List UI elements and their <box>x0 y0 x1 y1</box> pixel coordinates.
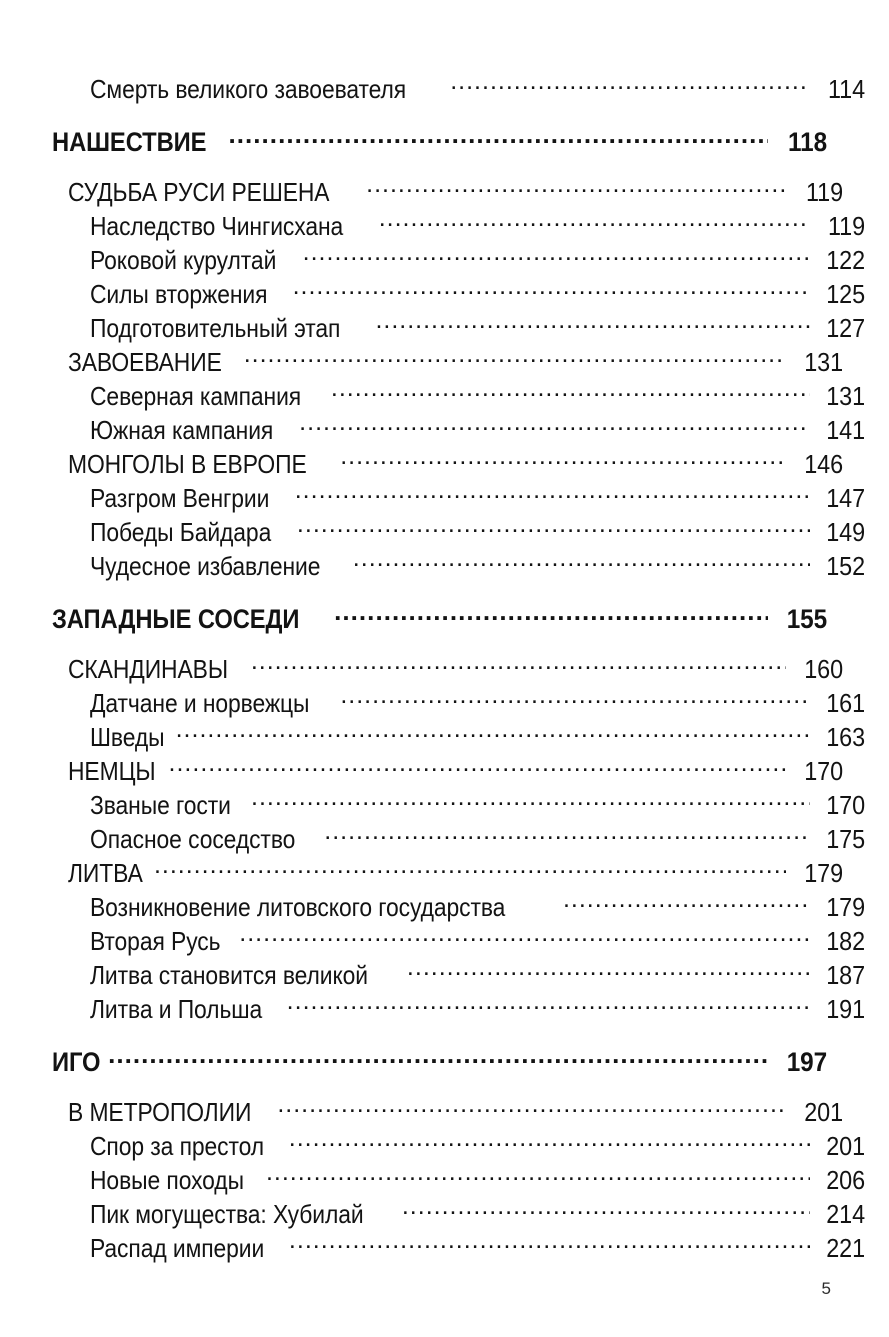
toc-entry[interactable] <box>68 447 843 481</box>
toc-entry-page-number: 175 <box>826 824 865 854</box>
toc-entry[interactable] <box>90 311 865 345</box>
toc-entry[interactable] <box>68 652 843 686</box>
toc-entry-title: Южная кампания <box>90 415 274 445</box>
toc-entry[interactable] <box>90 788 865 822</box>
toc-entry-page-number: 206 <box>826 1165 865 1195</box>
toc-entry-title: Смерть великого завоевателя <box>90 74 407 104</box>
toc-entry-page-number: 191 <box>826 994 865 1024</box>
toc-entry-title: Званые гости <box>90 790 231 820</box>
toc-dot-leader <box>563 890 810 916</box>
toc-entry[interactable] <box>52 124 827 159</box>
toc-entry-page-number: 170 <box>804 756 843 786</box>
toc-entry-page-number: 201 <box>804 1097 843 1127</box>
toc-dot-leader <box>108 1044 768 1071</box>
toc-entry-title: Литва и Польша <box>90 994 263 1024</box>
toc-entry-page-number: 152 <box>826 551 865 581</box>
toc-entry-title: Разгром Венгрии <box>90 483 270 513</box>
toc-entry[interactable] <box>68 345 843 379</box>
toc-entry-title: Новые походы <box>90 1165 244 1195</box>
toc-entry[interactable] <box>90 549 865 583</box>
toc-entry[interactable] <box>90 822 865 856</box>
toc-entry-page-number: 179 <box>826 892 865 922</box>
toc-dot-leader <box>239 924 810 950</box>
toc-entry-list <box>52 72 865 1265</box>
toc-entry-page-number: 131 <box>826 381 865 411</box>
toc-entry[interactable] <box>52 601 827 636</box>
toc-entry-page-number: 197 <box>786 1047 827 1077</box>
toc-entry[interactable] <box>90 1197 865 1231</box>
toc-entry-title: СУДЬБА РУСИ РЕШЕНА <box>68 177 330 207</box>
toc-dot-leader <box>379 209 810 235</box>
toc-entry[interactable] <box>90 379 865 413</box>
toc-dot-leader <box>331 379 810 405</box>
toc-entry-title: ЗАВОЕВАНИЕ <box>68 347 222 377</box>
toc-dot-leader <box>154 856 786 882</box>
toc-dot-leader <box>176 720 810 746</box>
toc-entry-title: ЗАПАДНЫЕ СОСЕДИ <box>52 604 300 634</box>
toc-entry-page-number: 131 <box>804 347 843 377</box>
toc-entry-page-number: 201 <box>826 1131 865 1161</box>
toc-entry[interactable] <box>90 243 865 277</box>
toc-entry-title: Северная кампания <box>90 381 302 411</box>
toc-entry-page-number: 214 <box>826 1199 865 1229</box>
toc-entry-page-number: 170 <box>826 790 865 820</box>
toc-entry-title: Победы Байдара <box>90 517 272 547</box>
toc-dot-leader <box>340 447 786 473</box>
toc-entry[interactable] <box>52 1044 827 1079</box>
toc-dot-leader <box>299 413 810 439</box>
toc-entry-page-number: 118 <box>788 127 827 157</box>
toc-dot-leader <box>266 1163 810 1189</box>
toc-entry-page-number: 182 <box>826 926 865 956</box>
toc-dot-leader <box>324 822 810 848</box>
toc-entry-page-number: 119 <box>805 177 843 207</box>
toc-entry-title: Спор за престол <box>90 1131 265 1161</box>
toc-entry-title: Опасное соседство <box>90 824 296 854</box>
toc-entry[interactable] <box>90 1163 865 1197</box>
toc-entry-title: Пик могущества: Хубилай <box>90 1199 364 1229</box>
toc-entry[interactable] <box>90 209 865 243</box>
toc-entry-page-number: 163 <box>826 722 865 752</box>
toc-dot-leader <box>169 754 786 780</box>
toc-entry[interactable] <box>90 277 865 311</box>
toc-entry-title: В МЕТРОПОЛИИ <box>68 1097 252 1127</box>
toc-dot-leader <box>375 311 810 337</box>
toc-dot-leader <box>407 958 810 984</box>
toc-entry-page-number: 122 <box>826 245 865 275</box>
toc-entry[interactable] <box>68 175 843 209</box>
toc-dot-leader <box>244 345 786 371</box>
toc-entry-title: Распад империи <box>90 1233 265 1263</box>
toc-entry-page-number: 146 <box>804 449 843 479</box>
toc-entry-page-number: 149 <box>826 517 865 547</box>
toc-entry[interactable] <box>90 413 865 447</box>
toc-dot-leader <box>340 686 810 712</box>
toc-entry-title: МОНГОЛЫ В ЕВРОПЕ <box>68 449 307 479</box>
toc-entry-title: Роковой курултай <box>90 245 277 275</box>
toc-entry-title: СКАНДИНАВЫ <box>68 654 229 684</box>
toc-dot-leader <box>289 1129 810 1155</box>
toc-entry-title: Возникновение литовского государства <box>90 892 506 922</box>
toc-dot-leader <box>277 1095 786 1121</box>
toc-entry-title: ЛИТВА <box>68 858 143 888</box>
toc-entry[interactable] <box>68 856 843 890</box>
toc-entry-page-number: 114 <box>827 74 865 104</box>
toc-entry-title: Вторая Русь <box>90 926 221 956</box>
toc-dot-leader <box>450 72 810 98</box>
toc-dot-leader <box>293 277 810 303</box>
toc-entry-title: Шведы <box>90 722 165 752</box>
toc-entry-title: Литва становится великой <box>90 960 369 990</box>
toc-entry[interactable] <box>90 515 865 549</box>
toc-dot-leader <box>297 515 810 541</box>
toc-dot-leader <box>353 549 810 575</box>
toc-dot-leader <box>251 788 810 814</box>
toc-dot-leader <box>287 992 810 1018</box>
toc-entry-page-number: 119 <box>827 211 865 241</box>
toc-entry-page-number: 125 <box>826 279 865 309</box>
toc-entry[interactable] <box>90 72 865 106</box>
toc-entry-page-number: 179 <box>804 858 843 888</box>
toc-dot-leader <box>228 124 768 151</box>
toc-entry-title: Силы вторжения <box>90 279 268 309</box>
toc-dot-leader <box>303 243 810 269</box>
toc-entry[interactable] <box>90 1129 865 1163</box>
toc-dot-leader <box>402 1197 810 1223</box>
toc-entry-title: Подготовительный этап <box>90 313 341 343</box>
toc-entry[interactable] <box>68 1095 843 1129</box>
toc-entry[interactable] <box>90 958 865 992</box>
toc-entry-title: Чудесное избавление <box>90 551 321 581</box>
toc-entry[interactable] <box>90 992 865 1026</box>
toc-entry[interactable] <box>90 720 865 754</box>
toc-entry-page-number: 161 <box>826 688 865 718</box>
toc-entry-title: Датчане и норвежцы <box>90 688 310 718</box>
toc-entry-title: НЕМЦЫ <box>68 756 156 786</box>
toc-entry[interactable] <box>90 924 865 958</box>
toc-dot-leader <box>366 175 786 201</box>
toc-dot-leader <box>295 481 810 507</box>
toc-entry-page-number: 221 <box>826 1233 865 1263</box>
toc-dot-leader <box>251 652 786 678</box>
toc-dot-leader <box>334 601 768 628</box>
page-folio: 5 <box>821 1279 831 1298</box>
toc-entry[interactable] <box>68 754 843 788</box>
toc-entry-title: Наследство Чингисхана <box>90 211 344 241</box>
toc-entry[interactable] <box>90 890 865 924</box>
toc-entry-page-number: 147 <box>826 483 865 513</box>
toc-entry-title: ИГО <box>52 1047 101 1077</box>
toc-entry-page-number: 187 <box>826 960 865 990</box>
toc-entry-page-number: 160 <box>804 654 843 684</box>
toc-dot-leader <box>289 1231 810 1257</box>
toc-entry[interactable] <box>90 686 865 720</box>
toc-entry-page-number: 155 <box>786 604 827 634</box>
toc-entry[interactable] <box>90 1231 865 1265</box>
toc-entry[interactable] <box>90 481 865 515</box>
toc-entry-page-number: 127 <box>826 313 865 343</box>
toc-entry-title: НАШЕСТВИЕ <box>52 127 207 157</box>
toc-entry-page-number: 141 <box>826 415 865 445</box>
